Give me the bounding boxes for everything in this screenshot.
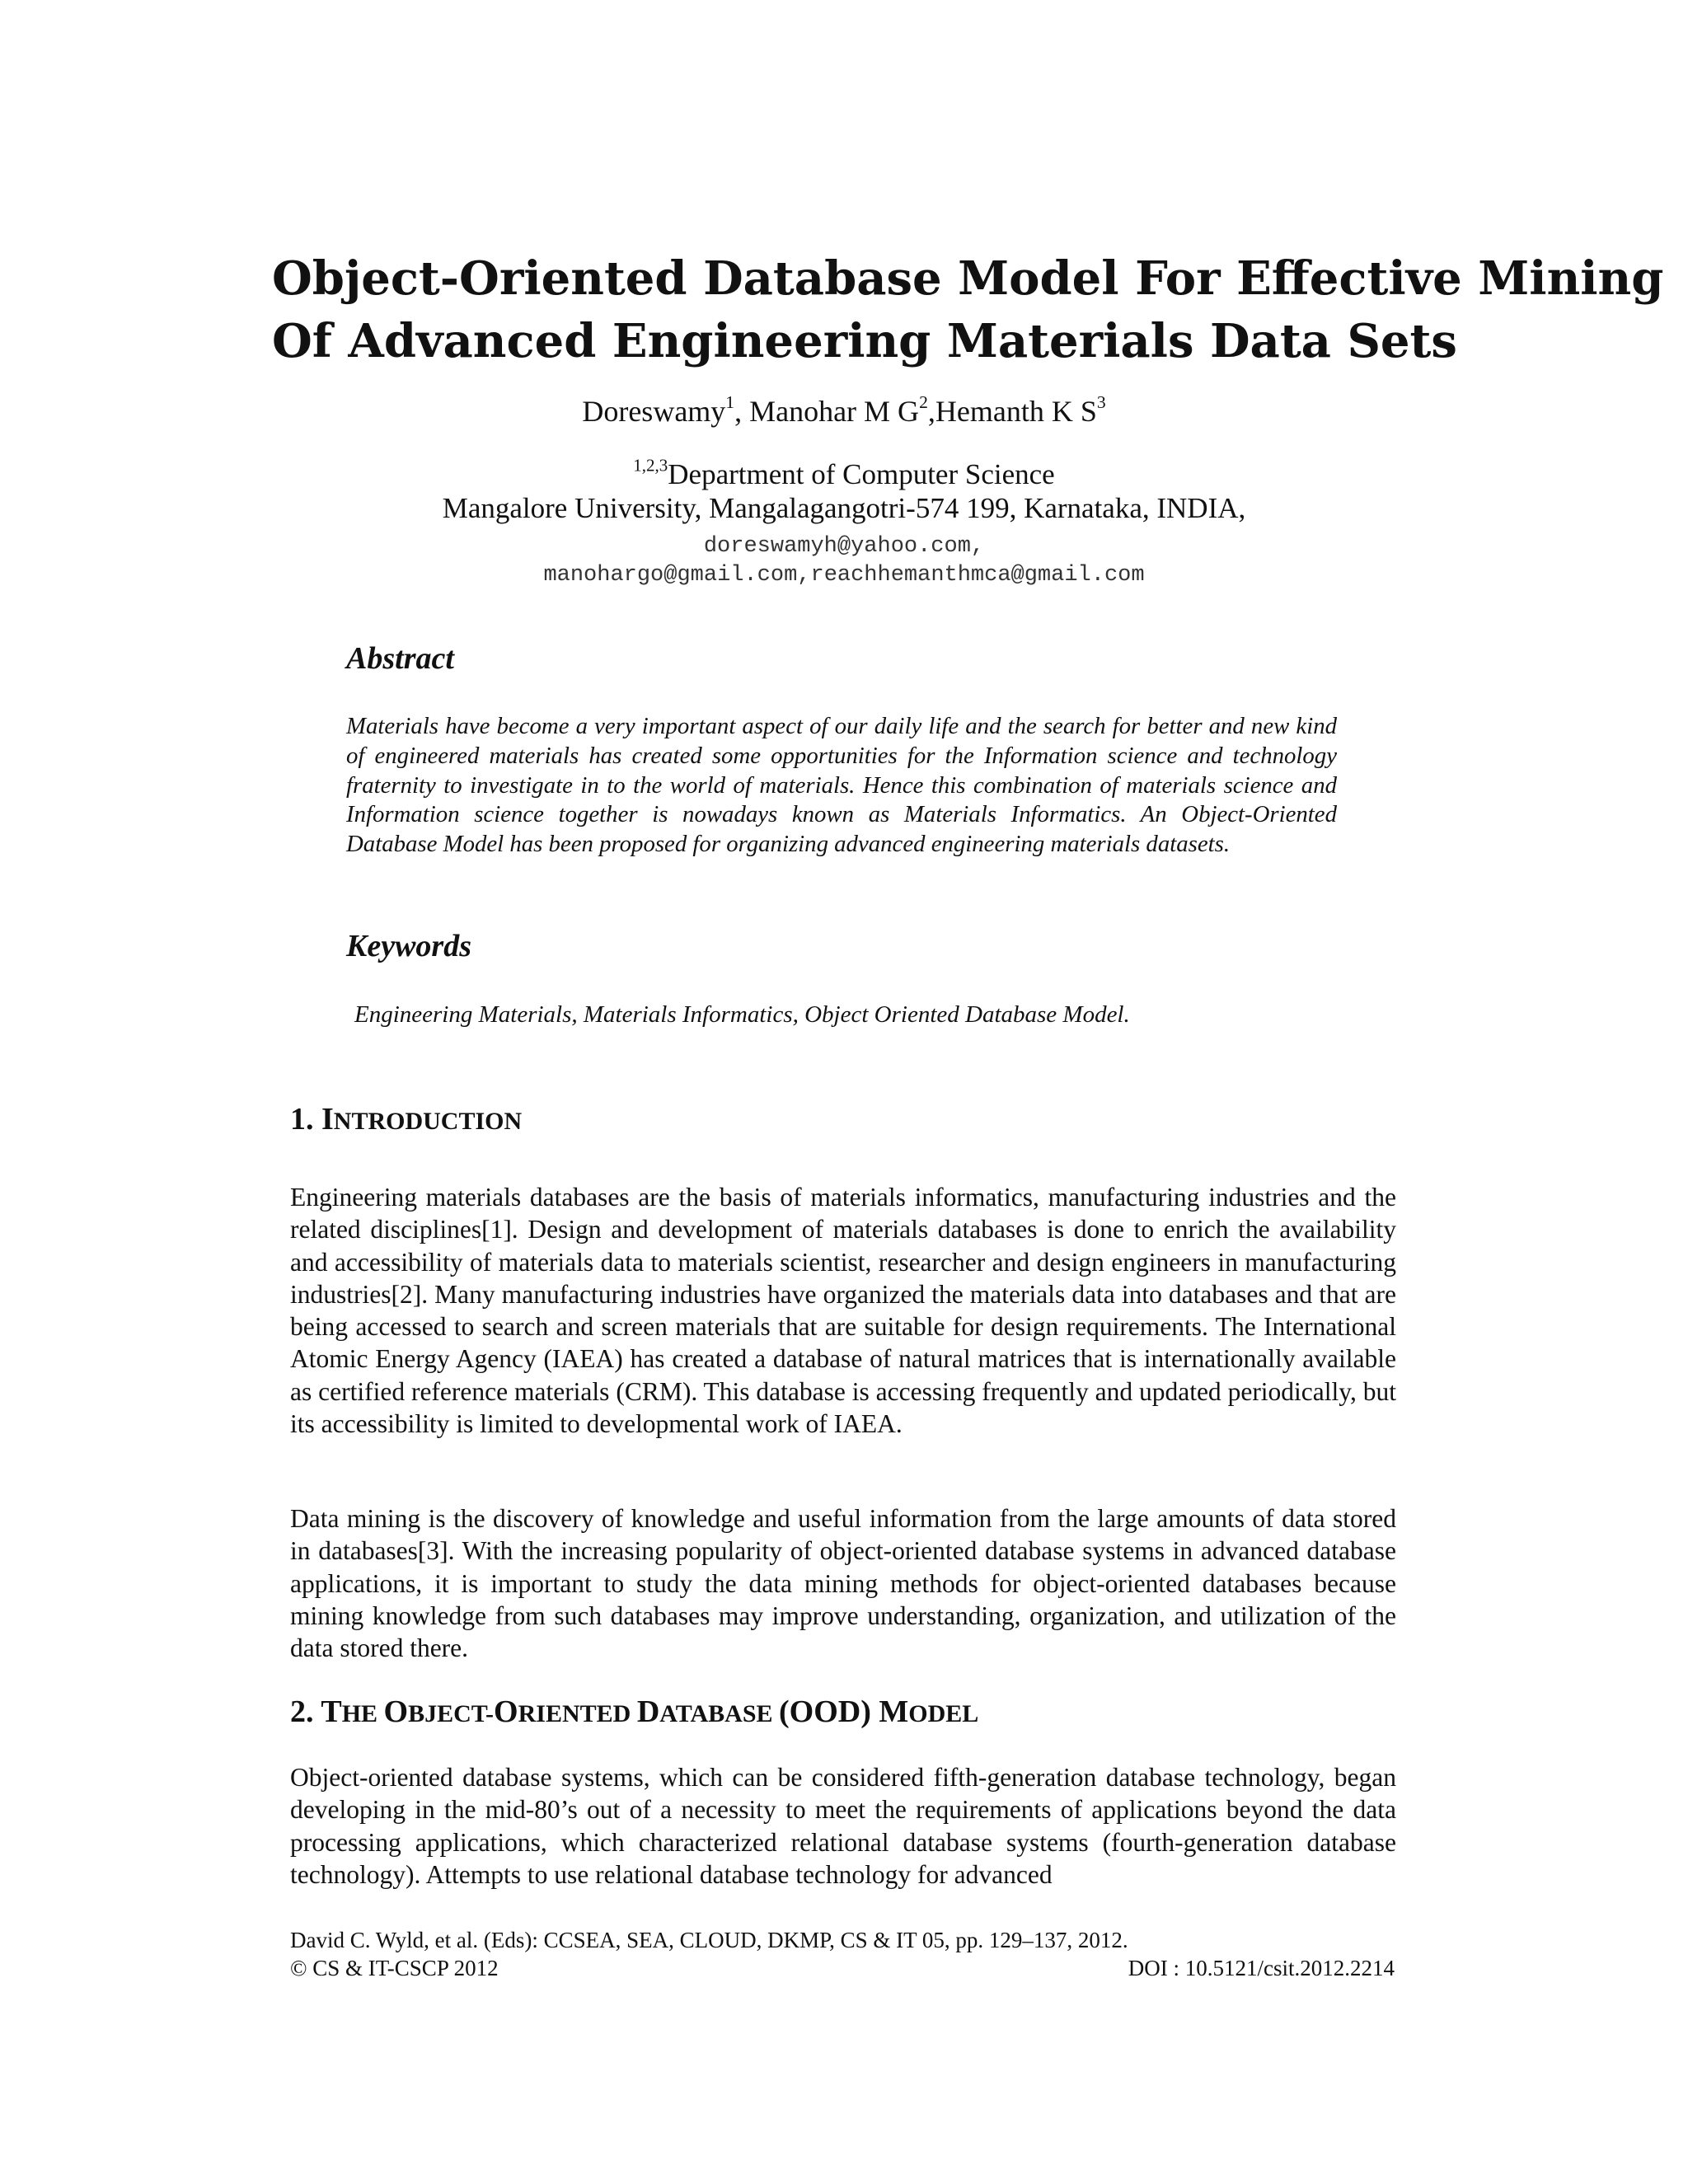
- footer-copyright: © CS & IT-CSCP 2012: [290, 1956, 499, 1980]
- author-2: , Manohar M G: [734, 395, 920, 428]
- affiliation: [0, 457, 1688, 525]
- abstract-heading: Abstract: [346, 641, 454, 676]
- section-1-heading: 1. INTRODUCTION: [290, 1102, 523, 1137]
- section-1-paragraph-2: Data mining is the discovery of knowledge and useful information from the large amounts of data stored in databases[3]. With the increasing popularity of object-oriented database systems in advanced database applications, it is important to study the data mining methods for object-oriented databases because mining knowledge from such databases may improve understanding, organization, and utilization of the data stored there.: [290, 1504, 1396, 1663]
- affiliation-sup: 1,2,3: [633, 455, 668, 476]
- paper-title: [272, 247, 1664, 373]
- footer-doi: DOI : 10.5121/csit.2012.2214: [1128, 1956, 1395, 1980]
- email-list: [0, 532, 1688, 590]
- author-2-sup: 2: [919, 391, 928, 412]
- title-line-1: Object-Oriented Database Model For Effective Mining: [272, 251, 1664, 306]
- keywords-heading: Keywords: [346, 929, 471, 963]
- email-line-2: manohargo@gmail.com,reachhemanthmca@gmail.com: [543, 563, 1145, 588]
- page-footer: [290, 1926, 1395, 1982]
- author-list: [0, 391, 1688, 432]
- section-1-paragraph-1: Engineering materials databases are the basis of materials informatics, manufacturing industries and the related disciplines[1]. Design and development of materials databases is done to enrich the availability and accessibility of materials data to materials scientist, researcher and design engineers in manufacturing industries[2]. Many manufacturing industries have organized the materials data into databases and that are being accessed to search and screen materials that are suitable for design requirements. The International Atomic Energy Agency (IAEA) has created a database of natural matrices that is internationally available as certified reference materials (CRM). This database is accessing frequently and updated periodically, but its accessibility is limited to developmental work of IAEA.: [290, 1183, 1396, 1439]
- author-1: Doreswamy: [582, 395, 726, 428]
- author-3-sup: 3: [1096, 391, 1106, 412]
- department: Department of Computer Science: [668, 458, 1055, 490]
- footer-citation: David C. Wyld, et al. (Eds): CCSEA, SEA, CLOUD, DKMP, CS & IT 05, pp. 129–137, 2012.: [290, 1928, 1128, 1952]
- section-2-paragraph-1: Object-oriented database systems, which can be considered fifth-generation database technology, began developing in the mid-80’s out of a necessity to meet the requirements of applications beyond the data processing applications, which characterized relational database systems (fourth-generation database technology). Attempts to use relational database technology for advanced: [290, 1763, 1396, 1889]
- email-line-1: doreswamyh@yahoo.com,: [703, 534, 985, 559]
- university: Mangalore University, Mangalagangotri-574 199, Karnataka, INDIA,: [442, 492, 1246, 524]
- abstract-text: Materials have become a very important aspect of our daily life and the search for better and new kind of engineered materials has created some opportunities for the Information science and technology fraternity to investigate in to the world of materials. Hence this combination of materials science and Information science together is nowadays known as Materials Informatics. An Object-Oriented Database Model has been proposed for organizing advanced engineering materials datasets.: [346, 713, 1337, 858]
- title-line-2: Of Advanced Engineering Materials Data Sets: [272, 314, 1457, 368]
- section-2-heading: 2. THE OBJECT-ORIENTED DATABASE (OOD) MODEL: [290, 1694, 979, 1729]
- author-1-sup: 1: [725, 391, 735, 412]
- keywords-text: Engineering Materials, Materials Informatics, Object Oriented Database Model.: [354, 1001, 1130, 1028]
- author-3: ,Hemanth K S: [927, 395, 1097, 428]
